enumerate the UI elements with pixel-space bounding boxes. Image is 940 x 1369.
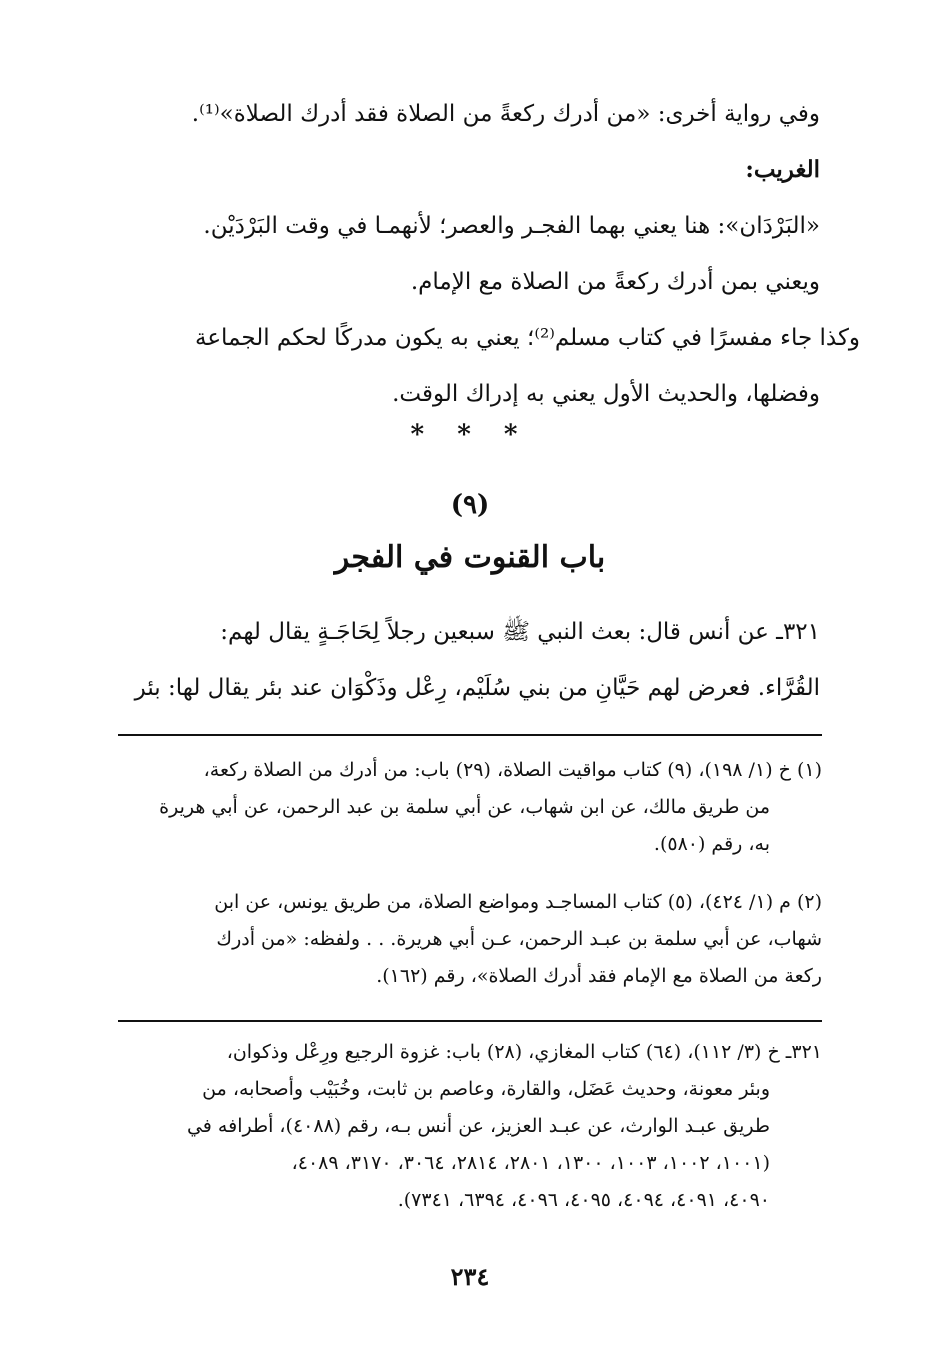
text-line-riwaya: وفي رواية أخرى: «من أدرك ركعةً من الصلاة فقد أدرك الصلاة»⁽¹⁾. [191,101,820,127]
hadith-text [120,604,820,716]
footnote-line: ركعة من الصلاة مع الإمام فقد أدرك الصلاة»، رقم (١٦٢). [376,965,822,987]
top-section [120,86,860,422]
footnote-1 [118,752,822,863]
text-line-muslim: وكذا جاء مفسرًا في كتاب مسلم⁽²⁾؛ يعني به يكون مدركًا لحكم الجماعة [195,325,860,351]
chapter-number: (٩) [450,490,490,520]
footnote-line: (١) خ (١/ ١٩٨)، (٩) كتاب مواقيت الصلاة، (٢٩) باب: من أدرك من الصلاة ركعة، [203,759,822,781]
text-line-idrak: ويعني بمن أدرك ركعةً من الصلاة مع الإمام. [410,269,820,295]
page-number: ٢٣٤ [450,1262,490,1291]
takhrij-line: طريق عبـد الوارث، عن عبـد العزيز، عن أنس بـه، رقم (٤٠٨٨)، أطرافه في [186,1115,770,1137]
takhrij-note [118,1034,822,1219]
text-line-bardan: «البَرْدَان»: هنا يعني بهما الفجـر والعصر؛ لأنهمـا في وقت البَرْدَيْن. [203,213,820,239]
takhrij-line: وبئر معونة، وحديث عَضَل، والقارة، وعاصم بن ثابت، وخُبَيْب وأصحابه، من [202,1078,770,1100]
footnote-2 [118,884,822,995]
takhrij-line: (١٠٠١، ١٠٠٢، ١٠٠٣، ١٣٠٠، ٢٨٠١، ٢٨١٤، ٣٠٦٤، ٣١٧٠، ٤٠٨٩، [291,1152,770,1174]
takhrij-rule [118,1020,822,1022]
footnote-line: (٢) م (١/ ٤٢٤)، (٥) كتاب المساجـد ومواضع الصلاة، من طريق يونس، عن ابن [214,891,822,913]
section-separator: * * * [410,420,530,450]
takhrij-line: ٣٢١ـ خ (٣/ ١١٢)، (٦٤) كتاب المغازي، (٢٨) باب: غزوة الرجيع ورِعْل وذكوان، [226,1041,822,1063]
text-line-fadl: وفضلها، والحديث الأول يعني به إدراك الوقت. [392,381,820,407]
hadith-line: القُرَّاء. فعرض لهم حَيَّانِ من بني سُلَيْم، رِعْل وذَكْوَان عند بئر يقال لها: بئر [134,675,820,701]
chapter-title: باب القنوت في الفجر [334,540,606,575]
hadith-line: ٣٢١ـ عن أنس قال: بعث النبي ﷺ سبعين رجلاً لِحَاجَـةٍ يقال لهم: [220,619,820,645]
footnote-line: من طريق مالك، عن ابن شهاب، عن أبي سلمة بن عبد الرحمن، عن أبي هريرة [159,796,770,818]
heading-gharib: الغريب: [745,156,820,183]
footnote-line: به، رقم (٥٨٠). [653,833,770,855]
takhrij-line: ٤٠٩٠، ٤٠٩١، ٤٠٩٤، ٤٠٩٥، ٤٠٩٦، ٦٣٩٤، ٧٣٤١). [397,1189,770,1211]
footnote-rule [118,734,822,736]
footnote-line: شهاب، عن أبي سلمة بن عبـد الرحمن، عـن أبي هريرة. . . ولفظه: «من أدرك [216,928,822,950]
